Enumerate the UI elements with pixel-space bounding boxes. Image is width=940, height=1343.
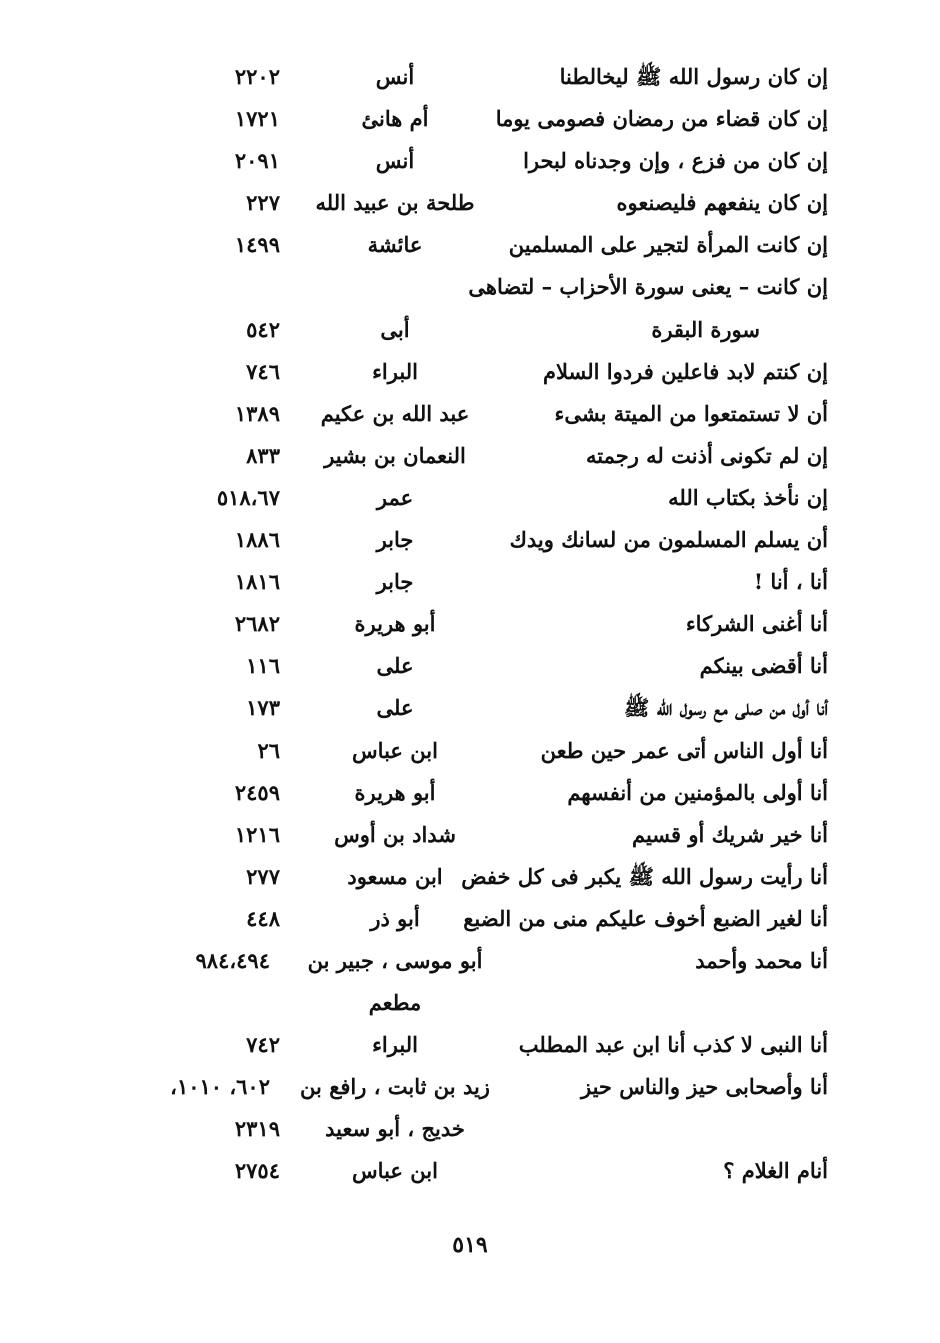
index-row — [0, 140, 940, 182]
narrator: زيد بن ثابت ، رافع بن — [300, 1074, 490, 1100]
narrator: أبو ذر — [370, 905, 420, 931]
hadith-text: إن كانت المرأة لتجير على المسلمين — [508, 232, 828, 258]
hadith-number — [100, 982, 280, 1024]
narrator: أبو موسى ، جبير بن — [307, 947, 483, 973]
page-number: ٥١٩ — [452, 1232, 488, 1258]
narrator: شداد بن أوس — [334, 821, 456, 847]
narrator: أم هانئ — [361, 106, 429, 132]
narrator: عبد الله بن عكيم — [320, 400, 470, 426]
narrator: عمر — [376, 484, 414, 510]
narrator: ابن مسعود — [347, 863, 443, 889]
hadith-text: إن كنتم لابد فاعلين فردوا السلام — [543, 358, 828, 384]
hadith-text: أنا رأيت رسول الله ﷺ يكبر فى كل خفض — [461, 863, 828, 889]
hadith-text: أنا لغير الضبع أخوف عليكم منى من الضبع — [463, 905, 828, 931]
narrator: ابن عباس — [352, 1158, 438, 1184]
hadith-number: ٢٢٠٢ — [234, 64, 280, 89]
hadith-number: ٢٤٥٩ — [234, 779, 280, 805]
hadith-text: إن كان ينفعهم فليصنعوه — [616, 190, 828, 216]
index-row — [0, 309, 940, 351]
hadith-text — [498, 982, 828, 1024]
narrator: البراء — [372, 1032, 418, 1058]
hadith-number: ٢٢٧ — [246, 190, 280, 216]
hadith-number: ٥١٨،٦٧ — [216, 484, 280, 510]
index-row — [0, 1108, 940, 1150]
index-row — [0, 98, 940, 140]
index-row — [0, 56, 940, 98]
hadith-number: ٤٤٨ — [246, 905, 280, 931]
narrator: النعمان بن بشير — [324, 442, 466, 468]
hadith-text: إن كان قضاء من رمضان فصومى يوما — [495, 106, 828, 132]
hadith-number: ١٣٨٩ — [234, 400, 280, 426]
index-row — [0, 814, 940, 856]
index-row — [0, 435, 940, 477]
hadith-number: ١١٦ — [246, 653, 280, 679]
hadith-number: ١٤٩٩ — [234, 232, 280, 258]
hadith-number: ٢٣١٩ — [234, 1116, 280, 1142]
hadith-text: أنا أغنى الشركاء — [685, 611, 828, 637]
hadith-number: ١٢١٦ — [234, 821, 280, 847]
hadith-number: ٧٤٢ — [246, 1032, 280, 1058]
index-row — [0, 266, 940, 308]
narrator: عائشة — [367, 232, 423, 258]
index-row — [0, 1150, 940, 1192]
hadith-text: إن كان رسول الله ﷺ ليخالطنا — [559, 64, 828, 89]
hadith-number: ١٨٨٦ — [234, 527, 280, 553]
narrator: على — [376, 653, 414, 679]
hadith-number: ٦٠٢، ١٠١٠، — [170, 1074, 270, 1100]
narrator: جابر — [376, 527, 414, 553]
narrator: طلحة بن عبيد الله — [315, 190, 475, 216]
hadith-number: ٨٣٣ — [246, 442, 280, 468]
index-row — [0, 730, 940, 772]
hadith-number: ٢٦٨٢ — [234, 611, 280, 637]
index-row — [0, 393, 940, 435]
index-row — [0, 519, 940, 561]
index-row — [0, 603, 940, 645]
hadith-number: ٢٧٧ — [246, 863, 280, 889]
hadith-number: ٧٤٦ — [246, 358, 280, 384]
hadith-number: ٢٠٩١ — [234, 148, 280, 174]
narrator: أنس — [375, 148, 415, 174]
index-row — [0, 940, 940, 982]
index-row — [0, 561, 940, 603]
index-row — [0, 687, 940, 729]
hadith-number: ١٧٢١ — [234, 106, 280, 132]
hadith-text: أن يسلم المسلمون من لسانك ويدك — [509, 527, 828, 553]
hadith-text: إن كان من فزع ، وإن وجدناه لبحرا — [523, 148, 828, 174]
index-row — [0, 224, 940, 266]
hadith-text: أنا وأصحابى حيز والناس حيز — [581, 1074, 828, 1100]
narrator: على — [376, 695, 414, 721]
narrator: جابر — [376, 569, 414, 595]
hadith-text: إن كانت – يعنى سورة الأحزاب – لتضاهى — [468, 274, 828, 300]
hadith-number: ٢٧٥٤ — [234, 1158, 280, 1184]
narrator: مطعم — [368, 990, 422, 1016]
index-row — [0, 1024, 940, 1066]
hadith-text: أنا أولى بالمؤمنين من أنفسهم — [567, 779, 828, 805]
index-row — [0, 1066, 940, 1108]
hadith-number: ٢٦ — [257, 737, 280, 763]
narrator: أنس — [375, 64, 415, 89]
narrator: أبو هريرة — [354, 611, 436, 637]
hadith-text — [498, 1108, 828, 1150]
hadith-text: إن نأخذ بكتاب الله — [668, 484, 828, 510]
narrator: خديج ، أبو سعيد — [325, 1116, 465, 1142]
hadith-number: ١٧٣ — [246, 695, 280, 721]
index-entries — [0, 56, 940, 1193]
index-row — [0, 645, 940, 687]
index-row — [0, 856, 940, 898]
hadith-text: أنا أول الناس أتى عمر حين طعن — [540, 737, 828, 763]
index-row — [0, 772, 940, 814]
hadith-text: أن لا تستمتعوا من الميتة بشىء — [554, 400, 828, 426]
hadith-text: أنا خير شريك أو قسيم — [631, 821, 828, 847]
hadith-text: أنام الغلام ؟ — [723, 1158, 828, 1184]
hadith-number: ٩٨٤،٤٩٤ — [195, 947, 270, 973]
index-row — [0, 477, 940, 519]
narrator — [280, 266, 510, 308]
hadith-text: سورة البقرة — [651, 316, 760, 342]
narrator: أبو هريرة — [354, 779, 436, 805]
index-row — [0, 898, 940, 940]
hadith-text: أنا أقضى بينكم — [699, 653, 828, 679]
index-row — [0, 182, 940, 224]
hadith-text: إن لم تكونى أذنت له رجمته — [586, 442, 828, 468]
index-row — [0, 982, 940, 1024]
narrator: البراء — [372, 358, 418, 384]
hadith-number — [100, 266, 280, 308]
hadith-number: ١٨١٦ — [234, 569, 280, 595]
hadith-text: أنا ، أنا ! — [753, 569, 828, 595]
index-row — [0, 351, 940, 393]
hadith-text: أنا محمد وأحمد — [695, 947, 828, 973]
hadith-text: أنا أول من صلى مع رسول الله ﷺ — [624, 695, 828, 721]
narrator: أبى — [380, 316, 410, 342]
hadith-number: ٥٤٢ — [246, 316, 280, 342]
narrator: ابن عباس — [352, 737, 438, 763]
hadith-text: أنا النبى لا كذب أنا ابن عبد المطلب — [518, 1032, 828, 1058]
